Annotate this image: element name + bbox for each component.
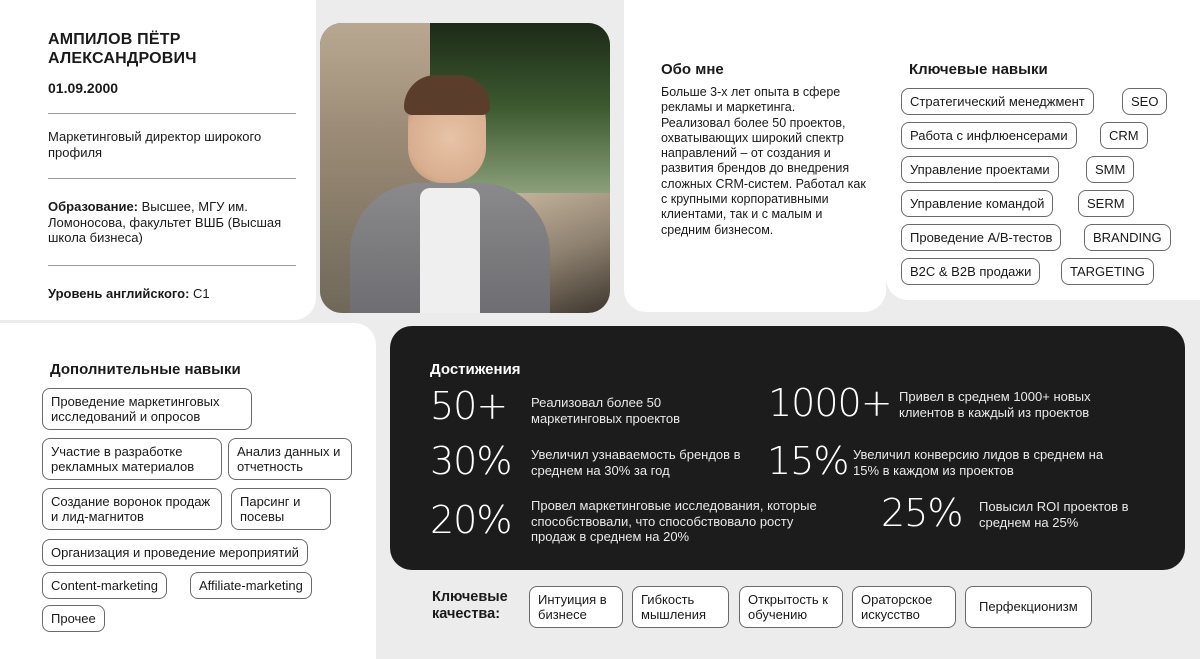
quality-tag: Открытость к обучению xyxy=(739,586,843,628)
skill-tag: Стратегический менеджмент xyxy=(901,88,1094,115)
extra-skill-tag: Affiliate-marketing xyxy=(190,572,312,599)
quality-tag: Перфекционизм xyxy=(965,586,1092,628)
quality-tag: Интуиция в бизнесе xyxy=(529,586,623,628)
skill-tag: TARGETING xyxy=(1061,258,1154,285)
education-text xyxy=(48,199,298,246)
achievement-text: Увеличил узнаваемость брендов в среднем на 30% за год xyxy=(531,447,741,478)
skill-tag: Управление проектами xyxy=(901,156,1059,183)
quality-tag: Ораторское искусство xyxy=(852,586,956,628)
skill-tag: CRM xyxy=(1100,122,1148,149)
extra-skill-tag: Парсинг и посевы xyxy=(231,488,331,530)
extra-skill-tag: Организация и проведение мероприятий xyxy=(42,539,308,566)
english-level xyxy=(48,286,298,302)
achievement-text: Привел в среднем 1000+ новых клиентов в каждый из проектов xyxy=(899,389,1091,420)
achievement-text: Реализовал более 50 маркетинговых проектов xyxy=(531,395,680,426)
achievement-text: Провел маркетинговые исследования, которые способствовали, что способствовало росту продаж в среднем на 20% xyxy=(531,498,817,544)
achievement-text: Повысил ROI проектов в среднем на 25% xyxy=(979,499,1129,530)
extra-skill-tag: Content-marketing xyxy=(42,572,167,599)
achievement-value: 20% xyxy=(430,498,512,542)
english-label: Уровень английского: xyxy=(48,286,190,301)
extra-skill-tag: Прочее xyxy=(42,605,105,632)
skill-tag: Работа с инфлюенсерами xyxy=(901,122,1077,149)
about-title: Обо мне xyxy=(661,61,724,78)
extra-skill-tag: Проведение маркетинговых исследований и опросов xyxy=(42,388,252,430)
key-skills-title: Ключевые навыки xyxy=(909,61,1048,78)
key-skills-card xyxy=(886,0,1200,300)
divider xyxy=(48,265,296,266)
photo-image xyxy=(320,23,610,313)
skill-tag: SMM xyxy=(1086,156,1134,183)
achievements-title: Достижения xyxy=(430,361,521,378)
divider xyxy=(48,178,296,179)
extra-skill-tag: Анализ данных и отчетность xyxy=(228,438,352,480)
extra-skill-tag: Создание воронок продаж и лид-магнитов xyxy=(42,488,222,530)
achievement-value: 15% xyxy=(767,439,849,483)
divider xyxy=(48,113,296,114)
achievement-value: 25% xyxy=(881,491,963,535)
extra-skill-tag: Участие в разработке рекламных материалов xyxy=(42,438,222,480)
achievement-text: Увеличил конверсию лидов в среднем на 15% в каждом из проектов xyxy=(853,447,1104,478)
name-line-2: АЛЕКСАНДРОВИЧ xyxy=(48,50,197,67)
about-text: Больше 3-х лет опыта в сфере рекламы и маркетинга. Реализовал более 50 проектов, охватывающих широкий спектр направлений – от создания и развития брендов до внедрения сложных CRM-систем. Работал как с крупными корпоративными клиентами, так и с малым и средним бизнесом. xyxy=(661,85,866,237)
skill-tag: BRANDING xyxy=(1084,224,1171,251)
person-name xyxy=(48,30,197,68)
quality-tag: Гибкость мышления xyxy=(632,586,729,628)
achievement-value: 1000+ xyxy=(768,381,892,425)
date-of-birth: 01.09.2000 xyxy=(48,80,119,96)
profile-photo xyxy=(320,23,610,313)
skill-tag: B2C & B2B продажи xyxy=(901,258,1040,285)
name-line-1: АМПИЛОВ ПЁТР xyxy=(48,31,181,48)
skill-tag: Проведение A/B-тестов xyxy=(901,224,1061,251)
achievement-value: 30% xyxy=(430,439,512,483)
extra-skills-title: Дополнительные навыки xyxy=(50,361,241,378)
qualities-label: Ключевые качества: xyxy=(432,589,508,622)
achievement-value: 50+ xyxy=(430,384,508,428)
education-label: Образование: xyxy=(48,199,139,214)
role-text: Маркетинговый директор широкого профиля xyxy=(48,129,262,160)
skill-tag: SERM xyxy=(1078,190,1134,217)
skill-tag: SEO xyxy=(1122,88,1167,115)
skill-tag: Управление командой xyxy=(901,190,1053,217)
education-value: Высшее, МГУ им. Ломоносова, факультет ВШБ (Высшая школа бизнеса) xyxy=(48,199,282,245)
english-value: C1 xyxy=(189,286,210,301)
